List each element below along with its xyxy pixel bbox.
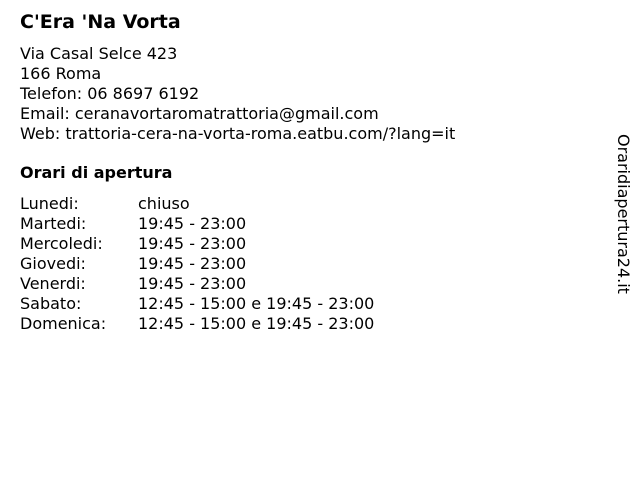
day-label: Sabato: (20, 294, 82, 313)
contact-block (20, 44, 455, 144)
email-line: Email: ceranavortaromatrattoria@gmail.com (20, 104, 379, 123)
day-label: Martedi: (20, 214, 87, 233)
day-hours: chiuso (138, 194, 190, 213)
day-hours: 19:45 - 23:00 (138, 274, 247, 293)
hours-row-wednesday (20, 234, 374, 254)
phone-line: Telefon: 06 8697 6192 (20, 84, 200, 103)
hours-row-sunday (20, 314, 374, 334)
street-address: Via Casal Selce 423 (20, 44, 178, 63)
hours-row-thursday (20, 254, 374, 274)
site-watermark: Oraridiapertura24.it (614, 134, 633, 294)
day-label: Mercoledi: (20, 234, 103, 253)
opening-hours-title: Orari di apertura (20, 163, 173, 182)
hours-row-friday (20, 274, 374, 294)
day-hours: 12:45 - 15:00 e 19:45 - 23:00 (138, 294, 375, 313)
hours-row-tuesday (20, 214, 374, 234)
day-label: Venerdi: (20, 274, 86, 293)
business-name: C'Era 'Na Vorta (20, 11, 181, 33)
day-label: Lunedi: (20, 194, 79, 213)
city-line: 166 Roma (20, 64, 102, 83)
web-line: Web: trattoria-cera-na-vorta-roma.eatbu.com/?lang=it (20, 124, 456, 143)
hours-row-saturday (20, 294, 374, 314)
day-hours: 19:45 - 23:00 (138, 234, 247, 253)
day-label: Giovedi: (20, 254, 86, 273)
hours-row-monday (20, 194, 374, 214)
day-hours: 19:45 - 23:00 (138, 214, 247, 233)
day-label: Domenica: (20, 314, 107, 333)
opening-hours-table (20, 194, 374, 334)
day-hours: 12:45 - 15:00 e 19:45 - 23:00 (138, 314, 375, 333)
day-hours: 19:45 - 23:00 (138, 254, 247, 273)
